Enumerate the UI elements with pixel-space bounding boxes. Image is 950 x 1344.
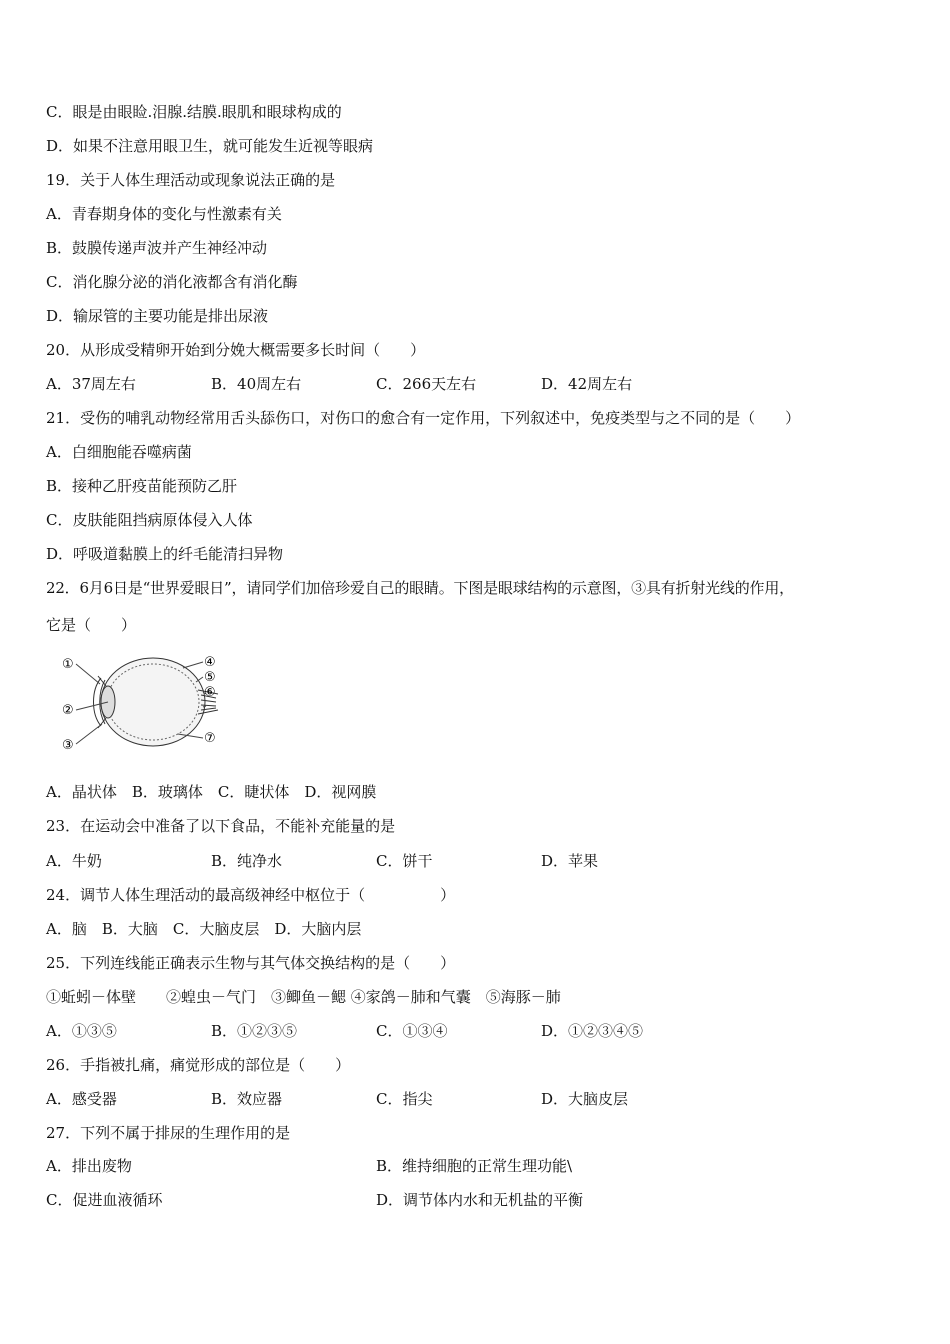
label-7: ⑦ xyxy=(204,731,216,746)
label-2: ② xyxy=(62,703,74,718)
q21-option-d: D．呼吸道黏膜上的纤毛能清扫异物 xyxy=(46,545,284,563)
q25-stem: 25．下列连线能正确表示生物与其气体交换结构的是（ ） xyxy=(46,954,456,972)
q26-option-b: B．效应器 xyxy=(211,1090,283,1108)
q26-option-a: A．感受器 xyxy=(46,1090,117,1108)
q20-stem: 20．从形成受精卵开始到分娩大概需要多长时间（ ） xyxy=(46,341,426,359)
q26-option-c: C．指尖 xyxy=(376,1090,433,1108)
q25-option-d: D．①②③④⑤ xyxy=(541,1022,644,1040)
q23-option-d: D．苹果 xyxy=(541,852,599,870)
q25-option-c: C．①③④ xyxy=(376,1022,448,1040)
q20-option-b: B．40周左右 xyxy=(211,375,302,393)
q25-option-b: B．①②③⑤ xyxy=(211,1022,298,1040)
eyeball-diagram xyxy=(58,650,228,760)
q23-stem: 23．在运动会中准备了以下食品，不能补充能量的是 xyxy=(46,817,396,835)
q23-option-a: A．牛奶 xyxy=(46,852,102,870)
q27-option-b: B．维持细胞的正常生理功能\ xyxy=(376,1157,573,1175)
q27-stem: 27．下列不属于排尿的生理作用的是 xyxy=(46,1124,291,1142)
q21-stem: 21．受伤的哺乳动物经常用舌头舔伤口，对伤口的愈合有一定作用，下列叙述中，免疫类型与之不同的是（ ） xyxy=(46,409,801,427)
q21-option-b: B．接种乙肝疫苗能预防乙肝 xyxy=(46,477,238,495)
q27-option-a: A．排出废物 xyxy=(46,1157,132,1175)
label-4: ④ xyxy=(204,655,216,670)
q18-option-d: D．如果不注意用眼卫生，就可能发生近视等眼病 xyxy=(46,137,374,155)
q21-option-c: C．皮肤能阻挡病原体侵入人体 xyxy=(46,511,253,529)
q25-option-a: A．①③⑤ xyxy=(46,1022,117,1040)
q19-option-d: D．输尿管的主要功能是排出尿液 xyxy=(46,307,269,325)
q27-option-c: C．促进血液循环 xyxy=(46,1191,163,1209)
q22-stem-line2: 它是（ ） xyxy=(46,616,137,634)
q26-option-d: D．大脑皮层 xyxy=(541,1090,629,1108)
q22-options: A．晶状体 B．玻璃体 C．睫状体 D．视网膜 xyxy=(46,783,377,801)
q27-option-d: D．调节体内水和无机盐的平衡 xyxy=(376,1191,584,1209)
q20-option-a: A．37周左右 xyxy=(46,375,136,393)
q22-stem-line1: 22．6月6日是“世界爱眼日”，请同学们加倍珍爱自己的眼睛。下图是眼球结构的示意图，③具有折射光线的作用， xyxy=(46,579,794,597)
q19-option-b: B．鼓膜传递声波并产生神经冲动 xyxy=(46,239,268,257)
q24-stem: 24．调节人体生理活动的最高级神经中枢位于（ ） xyxy=(46,886,456,904)
q26-stem: 26．手指被扎痛，痛觉形成的部位是（ ） xyxy=(46,1056,351,1074)
q23-option-c: C．饼干 xyxy=(376,852,433,870)
q21-option-a: A．白细胞能吞噬病菌 xyxy=(46,443,192,461)
label-3: ③ xyxy=(62,738,74,753)
q24-options: A．脑 B．大脑 C．大脑皮层 D．大脑内层 xyxy=(46,920,362,938)
q19-option-a: A．青春期身体的变化与性激素有关 xyxy=(46,205,282,223)
label-6: ⑥ xyxy=(204,685,216,700)
label-1: ① xyxy=(62,657,74,672)
eyeball-svg xyxy=(58,650,228,760)
q25-list: ①蚯蚓－体壁 ②蝗虫－气门 ③鲫鱼－鳃 ④家鸽－肺和气囊 ⑤海豚－肺 xyxy=(46,988,561,1006)
label-5: ⑤ xyxy=(204,670,216,685)
q20-option-d: D．42周左右 xyxy=(541,375,633,393)
q23-option-b: B．纯净水 xyxy=(211,852,283,870)
q19-stem: 19．关于人体生理活动或现象说法正确的是 xyxy=(46,171,336,189)
q19-option-c: C．消化腺分泌的消化液都含有消化酶 xyxy=(46,273,298,291)
q20-option-c: C．266天左右 xyxy=(376,375,477,393)
q18-option-c: C．眼是由眼睑.泪腺.结膜.眼肌和眼球构成的 xyxy=(46,103,342,121)
